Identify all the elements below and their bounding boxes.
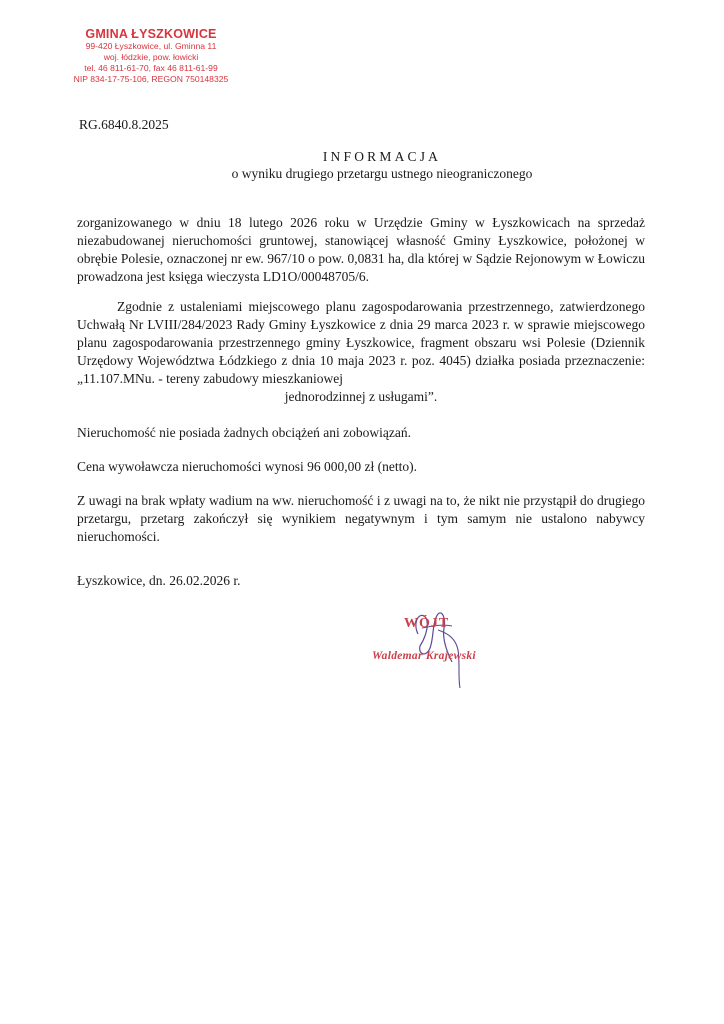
- paragraph-zoning-end: jednorodzinnej z usługami”.: [284, 389, 438, 404]
- stamp-phone: tel. 46 811-61-70, fax 46 811-61-99: [84, 63, 218, 73]
- paragraph-tender-details: zorganizowanego w dniu 18 lutego 2026 roku w Urzędzie Gminy w Łyszkowicach na sprzedaż niezabudowanej nieruchomości gruntowej, stanowiącej własność Gminy Łyszkowice, położonej w obrębie Polesie, oznaczonej nr ew. 967/10 o pow. 0,0831 ha, dla której w Sądzie Rejonowym w Łowiczu prowadzona jest księga wieczysta LD1O/00048705/6.: [77, 215, 645, 284]
- paragraph-zoning-text: Zgodnie z ustaleniami miejscowego planu zagospodarowania przestrzennego, zatwierdzonego Uchwałą Nr LVIII/284/2023 Rady Gminy Łyszkowice z dnia 29 marca 2023 r. w sprawie miejscowego planu zagospodarowania przestrzennego gminy Łyszkowice, fragment obszaru wsi Polesie (Dziennik Urzędowy Województwa Łódzkiego z dnia 10 maja 2023 r. poz. 4045) działka posiada przeznaczenie: „11.107.MNu. - tereny zabudowy mieszkaniowej: [77, 299, 645, 386]
- reference-number: RG.6840.8.2025: [79, 117, 169, 132]
- document-subtitle: o wyniku drugiego przetargu ustnego nieograniczonego: [231, 166, 533, 181]
- municipality-stamp: [56, 27, 246, 85]
- document-title: INFORMACJA: [322, 149, 442, 164]
- stamp-title: GMINA ŁYSZKOWICE: [85, 27, 217, 41]
- place-and-date: Łyszkowice, dn. 26.02.2026 r.: [77, 573, 241, 588]
- paragraph-starting-price: Cena wywoławcza nieruchomości wynosi 96 000,00 zł (netto).: [77, 459, 418, 474]
- signature-title: WÓJT: [404, 616, 450, 631]
- paragraph-zoning-plan: [77, 298, 645, 406]
- stamp-region: woj. łódzkie, pow. łowicki: [103, 52, 199, 62]
- signature-block: [360, 600, 520, 700]
- stamp-tax-ids: NIP 834-17-75-106, REGON 750148325: [73, 74, 229, 84]
- paragraph-encumbrances: Nieruchomość nie posiada żadnych obciążeń ani zobowiązań.: [77, 425, 411, 440]
- stamp-address: 99-420 Łyszkowice, ul. Gminna 11: [85, 41, 217, 51]
- paragraph-result: Z uwagi na brak wpłaty wadium na ww. nieruchomość i z uwagi na to, że nikt nie przystąpił do drugiego przetargu, przetarg zakończył się wynikiem negatywnym i tym samym nie ustalono nabywcy nieruchomości.: [77, 493, 645, 544]
- signature-name: Waldemar Krajewski: [372, 650, 476, 662]
